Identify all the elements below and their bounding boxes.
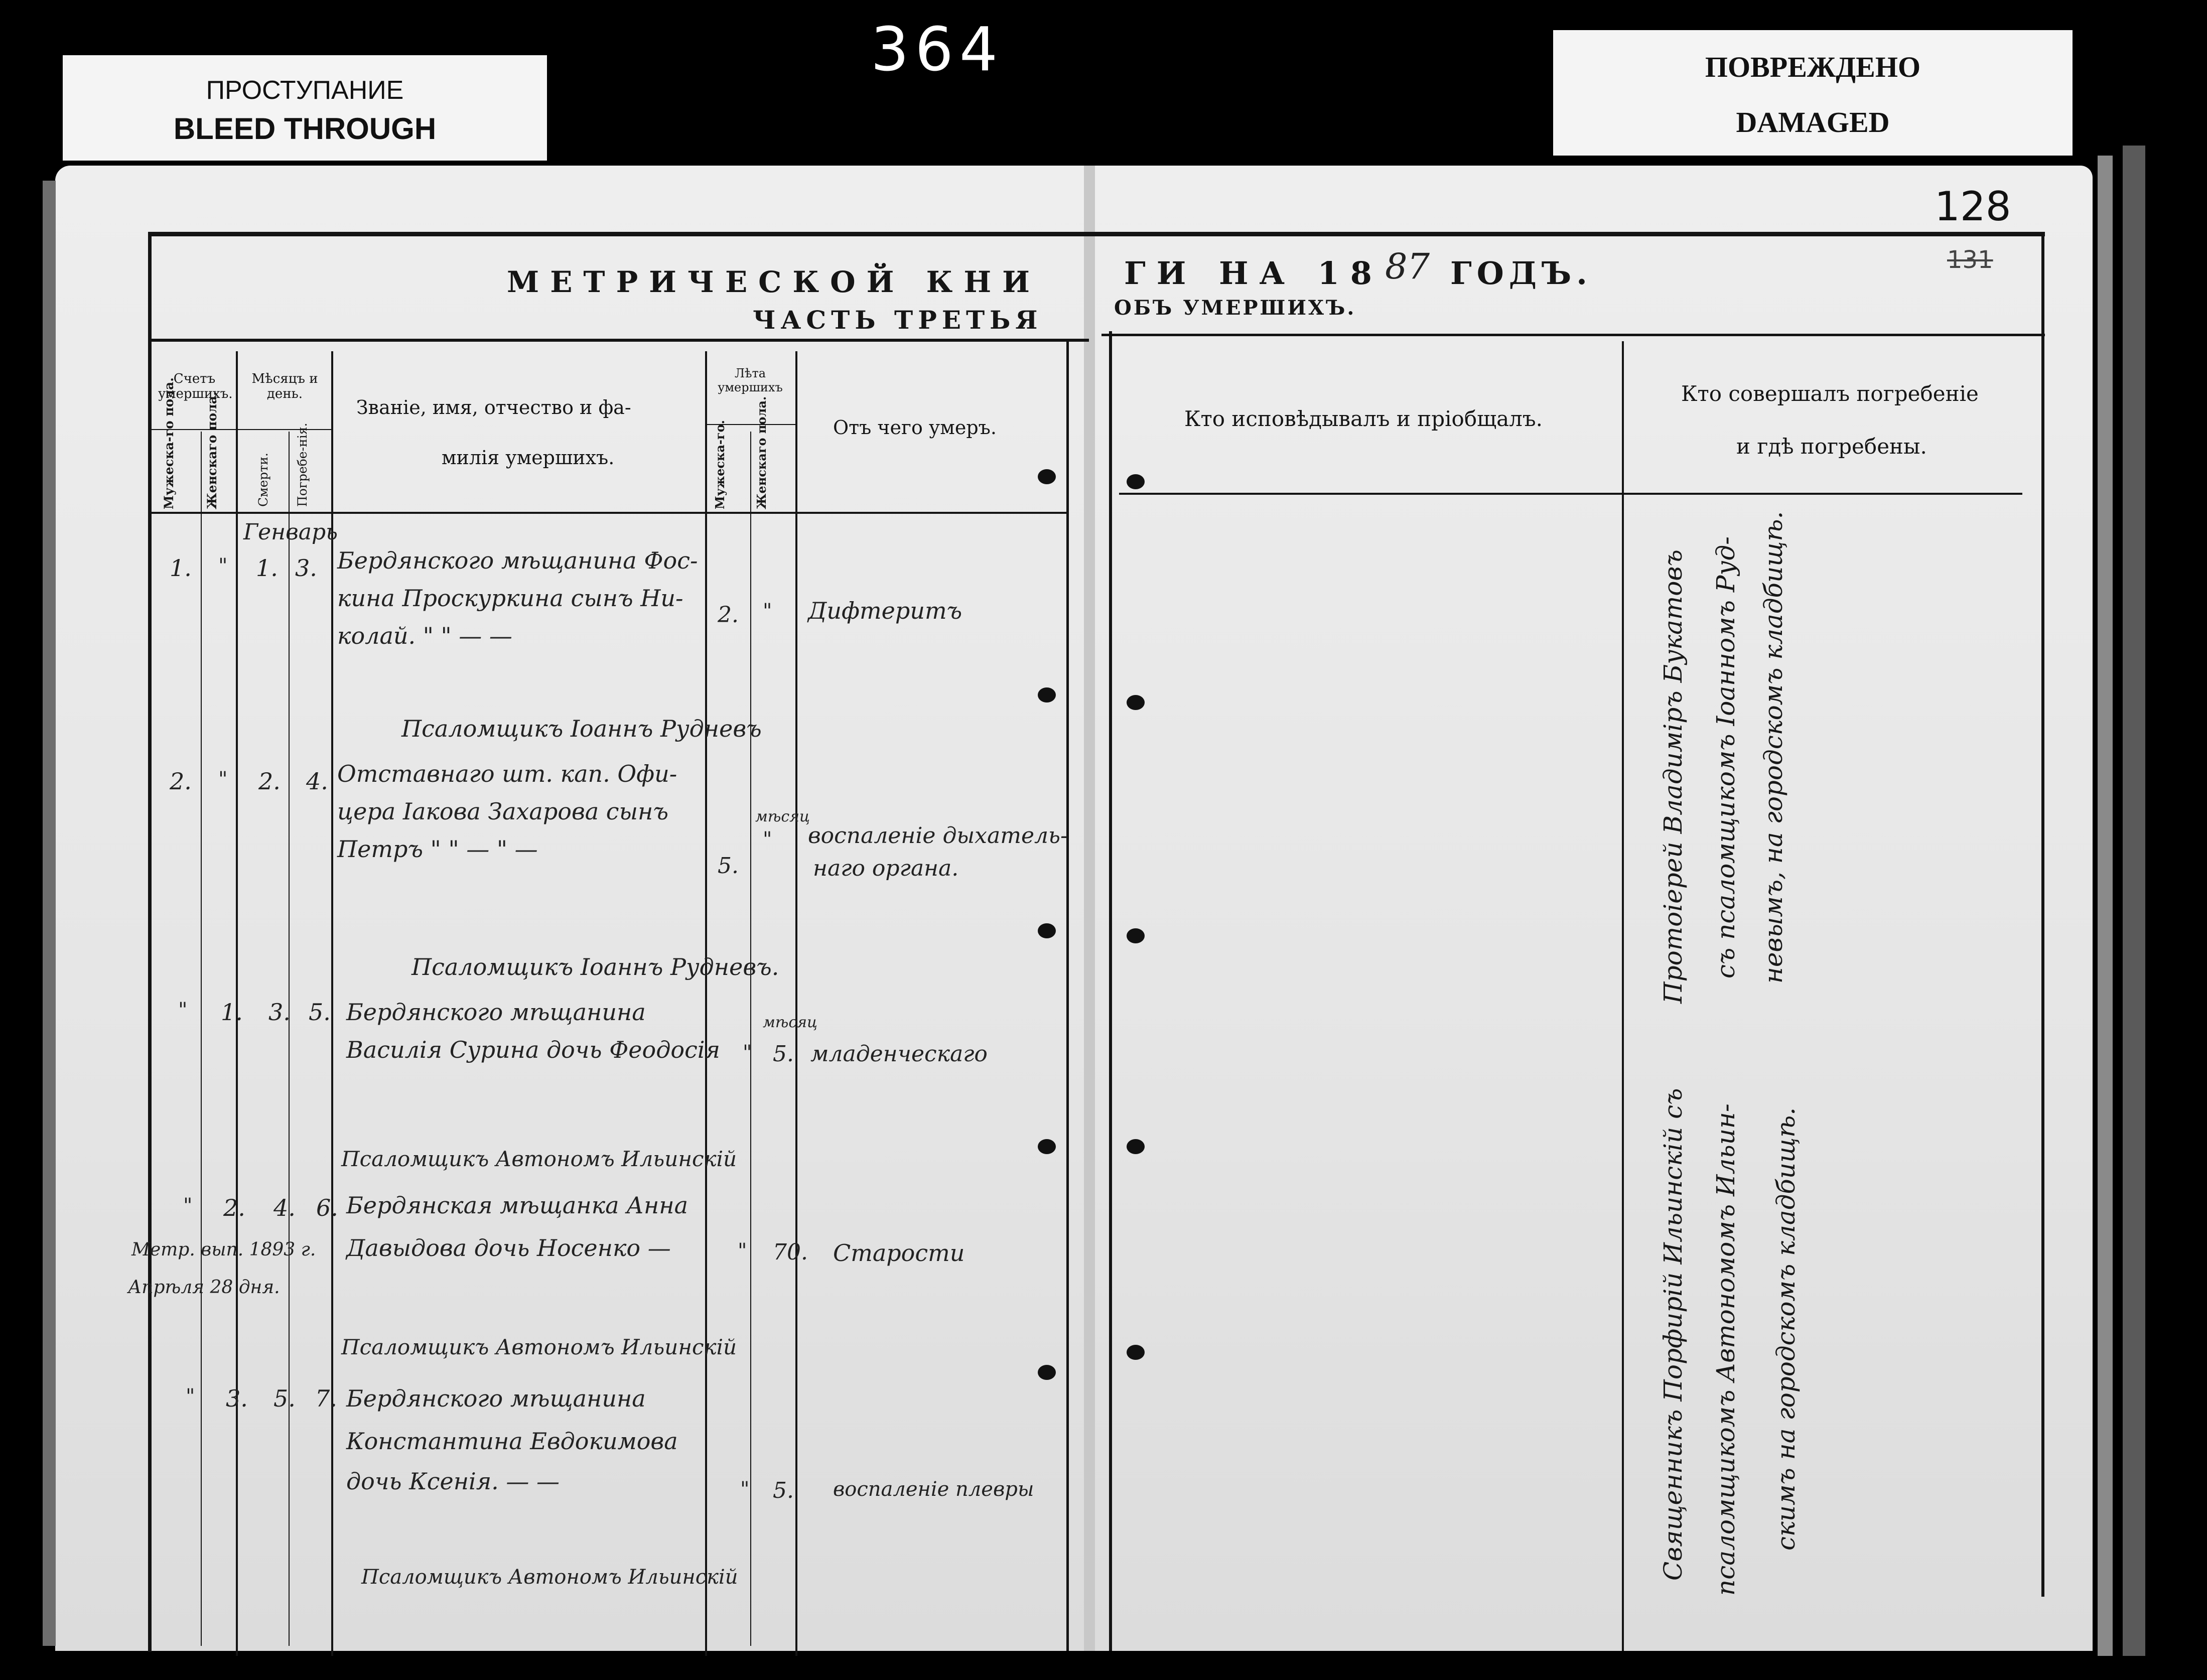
entry-female-count: 2. <box>223 1194 245 1221</box>
burial-note: Священникъ Порфирій Ильинскій съ <box>1659 1088 1688 1581</box>
entry-age: 2. <box>718 602 739 628</box>
entry-age-female: 5. <box>773 1041 794 1067</box>
entry-name-line: дочь Ксенія. — — <box>346 1468 560 1495</box>
col-confessor-header: Кто исповѣдывалъ и пріобщалъ. <box>1184 406 1543 431</box>
col-burial-by-header-2: и гдѣ погребены. <box>1736 434 1927 459</box>
entry-male-count: 1. <box>170 554 192 582</box>
entry-cause: Старости <box>833 1239 965 1267</box>
entry-female-count: 1. <box>221 999 243 1026</box>
entry-cause: младенческаго <box>810 1041 988 1067</box>
col-age-header: Лѣта умершихъ <box>718 366 783 394</box>
col-subdivider <box>750 432 751 1646</box>
entry-note: Псаломщикъ Автономъ Ильинскій <box>341 1335 737 1359</box>
entry-death-day: 2. <box>258 768 281 795</box>
entry-male-count: 2. <box>170 768 192 795</box>
entry-age-female: 5. <box>773 1478 794 1503</box>
entry-age-female: " <box>763 600 772 623</box>
book-edge <box>2098 156 2113 1656</box>
entry-burial-day: 6. <box>316 1194 338 1221</box>
col-burial-by-header: Кто совершалъ погребеніе <box>1681 381 1979 406</box>
burial-note: псаломщикомъ Автономомъ Ильин- <box>1711 1103 1740 1596</box>
entry-note: Псаломщикъ Іоаннъ Рудневъ <box>401 715 762 742</box>
entry-age: " <box>738 1239 747 1263</box>
book-spine <box>1084 166 1095 1651</box>
entry-death-day: 1. <box>256 554 278 582</box>
burial-note: скимъ на городскомъ кладбищѣ. <box>1771 1107 1801 1551</box>
binding-hole <box>1038 687 1056 703</box>
binding-hole <box>1127 695 1145 710</box>
entry-death-day: 3. <box>268 999 291 1026</box>
entry-male-count: " <box>186 1385 195 1408</box>
col-cause-header: Отъ чего умеръ. <box>833 416 997 439</box>
margin-note: Апрѣля 28 дня. <box>128 1277 280 1298</box>
entry-note: Псаломщикъ Іоаннъ Рудневъ. <box>411 953 779 981</box>
entry-note: Псаломщикъ Автономъ Ильинскій <box>361 1566 738 1589</box>
entry-age-female: 70. <box>773 1239 808 1265</box>
entry-death-day: 5. <box>273 1385 296 1412</box>
book-edge <box>2123 146 2145 1656</box>
title-left: МЕТРИЧЕСКОЙ КНИ <box>507 265 1041 299</box>
subtitle: ОБЪ УМЕРШИХЪ. <box>1114 296 1356 320</box>
col-divider <box>331 351 333 1656</box>
col-divider <box>795 351 797 1656</box>
entry-cause: наго органа. <box>813 856 959 881</box>
header-bottom-rule <box>1101 334 2045 336</box>
col-count-header: Счетъ умершихъ. <box>158 371 233 401</box>
col-count-male: Мужеска-го пола. <box>162 377 176 509</box>
col-subdivider <box>289 432 290 1646</box>
binding-hole <box>1038 923 1056 938</box>
header-row-rule <box>1119 493 2022 495</box>
burial-note: съ псаломщикомъ Іоанномъ Руд- <box>1711 536 1740 978</box>
entry-age: " <box>740 1478 750 1501</box>
bleed-label-en: BLEED THROUGH <box>173 112 437 146</box>
entry-female-count: " <box>218 768 228 791</box>
title-end: ГОДЪ. <box>1450 255 1592 292</box>
frame-right <box>2041 232 2044 1597</box>
entry-burial-day: 3. <box>295 554 317 582</box>
damaged-label <box>1553 30 2073 156</box>
frame-right-gutter <box>1109 331 1112 1651</box>
col-subdivider <box>201 432 202 1646</box>
binding-hole <box>1127 1139 1145 1154</box>
frame-left <box>148 232 152 1652</box>
burial-note: невымъ, на городскомъ кладбищѣ. <box>1759 511 1788 984</box>
binding-hole <box>1038 469 1056 484</box>
frame-gutter <box>1066 341 1069 1651</box>
col-age-female: Женскаго пола. <box>754 396 769 509</box>
entry-female-count: " <box>218 554 228 578</box>
damaged-label-en: DAMAGED <box>1736 106 1890 138</box>
entry-name-line: Отставнаго шт. кап. Офи- <box>337 760 677 787</box>
binding-hole <box>1127 474 1145 489</box>
col-burial: Погребе-нія. <box>295 423 310 507</box>
binding-hole <box>1038 1365 1056 1380</box>
entry-name-line: Константина Евдокимова <box>346 1428 678 1455</box>
entry-death-day: 4. <box>273 1194 296 1221</box>
binding-hole <box>1127 928 1145 943</box>
binding-hole <box>1038 1139 1056 1154</box>
header-bottom-rule <box>148 339 1089 342</box>
col-count-female: Женскаго пола. <box>205 391 219 509</box>
entry-name-line: Бердянского мѣщанина <box>346 1385 646 1412</box>
col-name-header-2: милія умершихъ. <box>442 447 615 469</box>
entry-name-line: Бердянского мѣщанина Фос- <box>337 547 698 574</box>
entry-age-note: мѣсяц <box>755 808 810 825</box>
entry-male-count: " <box>183 1194 193 1217</box>
entry-cause: воспаленіе плевры <box>833 1478 1034 1501</box>
entry-male-count: " <box>178 999 188 1022</box>
damaged-label-ru: ПОВРЕЖДЕНО <box>1705 51 1921 83</box>
col-divider <box>1622 341 1624 1651</box>
book-edge <box>43 181 56 1646</box>
entry-name-line: Василія Сурина дочь Феодосія <box>346 1036 721 1063</box>
header-top-rule <box>148 232 2045 236</box>
title-year: 87 <box>1385 246 1430 287</box>
bleed-through-label <box>63 55 547 161</box>
entry-age-note: мѣсяц <box>763 1014 817 1031</box>
entry-name-line: колай. " " — — <box>337 622 512 649</box>
entry-burial-day: 4. <box>306 768 328 795</box>
title-right: ГИ НА 18 <box>1124 255 1383 292</box>
month-label: Генварь <box>243 519 338 545</box>
entry-note: Псаломщикъ Автономъ Ильинскій <box>341 1147 737 1171</box>
folio-old-number: 131 <box>1947 246 1993 274</box>
archive-number: 364 <box>871 15 1004 85</box>
entry-age: 5. <box>718 853 739 879</box>
entry-female-count: 3. <box>226 1385 248 1412</box>
col-name-header: Званіе, имя, отчество и фа- <box>356 396 631 418</box>
binding-hole <box>1127 1345 1145 1360</box>
entry-name-line: Бердянская мѣщанка Анна <box>346 1192 688 1219</box>
entry-age-female: " <box>763 828 772 851</box>
header-row-rule <box>151 512 1069 514</box>
col-death: Смерти. <box>256 453 270 507</box>
col-divider <box>705 351 707 1656</box>
entry-name-line: цера Іакова Захарова сынъ <box>337 798 668 825</box>
entry-name-line: Давыдова дочь Носенко — <box>346 1234 671 1262</box>
folio-number: 128 <box>1935 183 2011 230</box>
entry-burial-day: 5. <box>309 999 331 1026</box>
margin-note: Метр. вып. 1893 г. <box>131 1239 316 1260</box>
entry-burial-day: 7. <box>315 1385 337 1412</box>
entry-name-line: Петръ " " — " — <box>337 835 538 863</box>
burial-note: Протоіерей Владиміръ Букатовъ <box>1659 549 1688 1004</box>
entry-cause: воспаленіе дыхатель- <box>808 823 1068 849</box>
bleed-label-ru: ПРОСТУПАНИЕ <box>206 76 404 105</box>
col-age-male: Мужеска-го. <box>713 420 727 509</box>
entry-age: " <box>743 1041 752 1064</box>
col-month-header: Мѣсяцъ и день. <box>251 371 318 401</box>
part-label: ЧАСТЬ ТРЕТЬЯ <box>753 305 1043 335</box>
entry-name-line: кина Проскуркина сынъ Ни- <box>337 585 683 612</box>
entry-cause: Дифтеритъ <box>808 597 962 624</box>
entry-name-line: Бердянского мѣщанина <box>346 999 646 1026</box>
